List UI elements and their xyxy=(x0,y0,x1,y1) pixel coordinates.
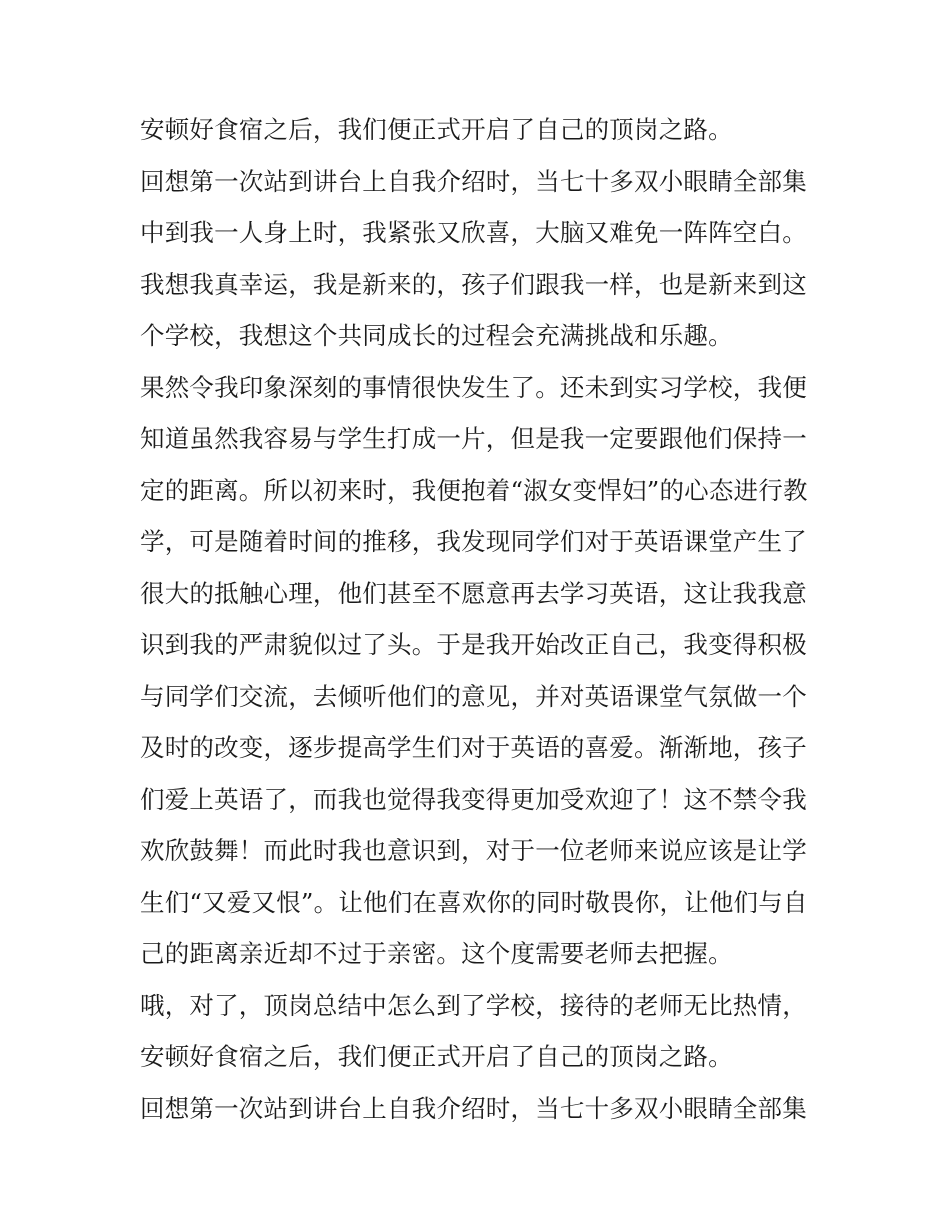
text-line: 知道虽然我容易与学生打成一片，但是我一定要跟他们保持一 xyxy=(140,424,807,453)
text-line: 回想第一次站到讲台上自我介绍时，当七十多双小眼睛全部集 xyxy=(140,166,807,196)
text-line: 及时的改变，逐步提高学生们对于英语的喜爱。渐渐地，孩子 xyxy=(140,733,807,762)
body-text xyxy=(140,104,820,1134)
text-line: 安顿好食宿之后，我们便正式开启了自己的顶岗之路。 xyxy=(140,1042,733,1071)
text-line: 很大的抵触心理，他们甚至不愿意再去学习英语，这让我我意 xyxy=(140,578,807,608)
text-line: 中到我一人身上时，我紧张又欣喜，大脑又难免一阵阵空白。 xyxy=(140,218,807,247)
text-line: 定的距离。所以初来时，我便抱着“淑女变悍妇”的心态进行教 xyxy=(140,475,808,505)
text-line: 学，可是随着时间的推移，我发现同学们对于英语课堂产生了 xyxy=(140,527,807,556)
text-line: 生们“又爱又恨”。让他们在喜欢你的同时敬畏你，让他们与自 xyxy=(140,887,808,917)
text-line: 己的距离亲近却不过于亲密。这个度需要老师去把握。 xyxy=(140,939,733,968)
text-line: 回想第一次站到讲台上自我介绍时，当七十多双小眼睛全部集 xyxy=(140,1093,807,1123)
text-line: 与同学们交流，去倾听他们的意见，并对英语课堂气氛做一个 xyxy=(140,681,807,711)
text-line: 我想我真幸运，我是新来的，孩子们跟我一样，也是新来到这 xyxy=(140,269,807,299)
text-line: 欢欣鼓舞！而此时我也意识到，对于一位老师来说应该是让学 xyxy=(140,836,807,865)
text-line: 哦，对了，顶岗总结中怎么到了学校，接待的老师无比热情， xyxy=(140,990,807,1020)
text-line: 个学校，我想这个共同成长的过程会充满挑战和乐趣。 xyxy=(140,321,733,350)
text-line: 果然令我印象深刻的事情很快发生了。还未到实习学校，我便 xyxy=(140,372,807,402)
text-line: 识到我的严肃貌似过了头。于是我开始改正自己，我变得积极 xyxy=(140,630,807,659)
text-line: 安顿好食宿之后，我们便正式开启了自己的顶岗之路。 xyxy=(140,115,733,144)
text-line: 们爱上英语了，而我也觉得我变得更加受欢迎了！这不禁令我 xyxy=(140,784,807,814)
